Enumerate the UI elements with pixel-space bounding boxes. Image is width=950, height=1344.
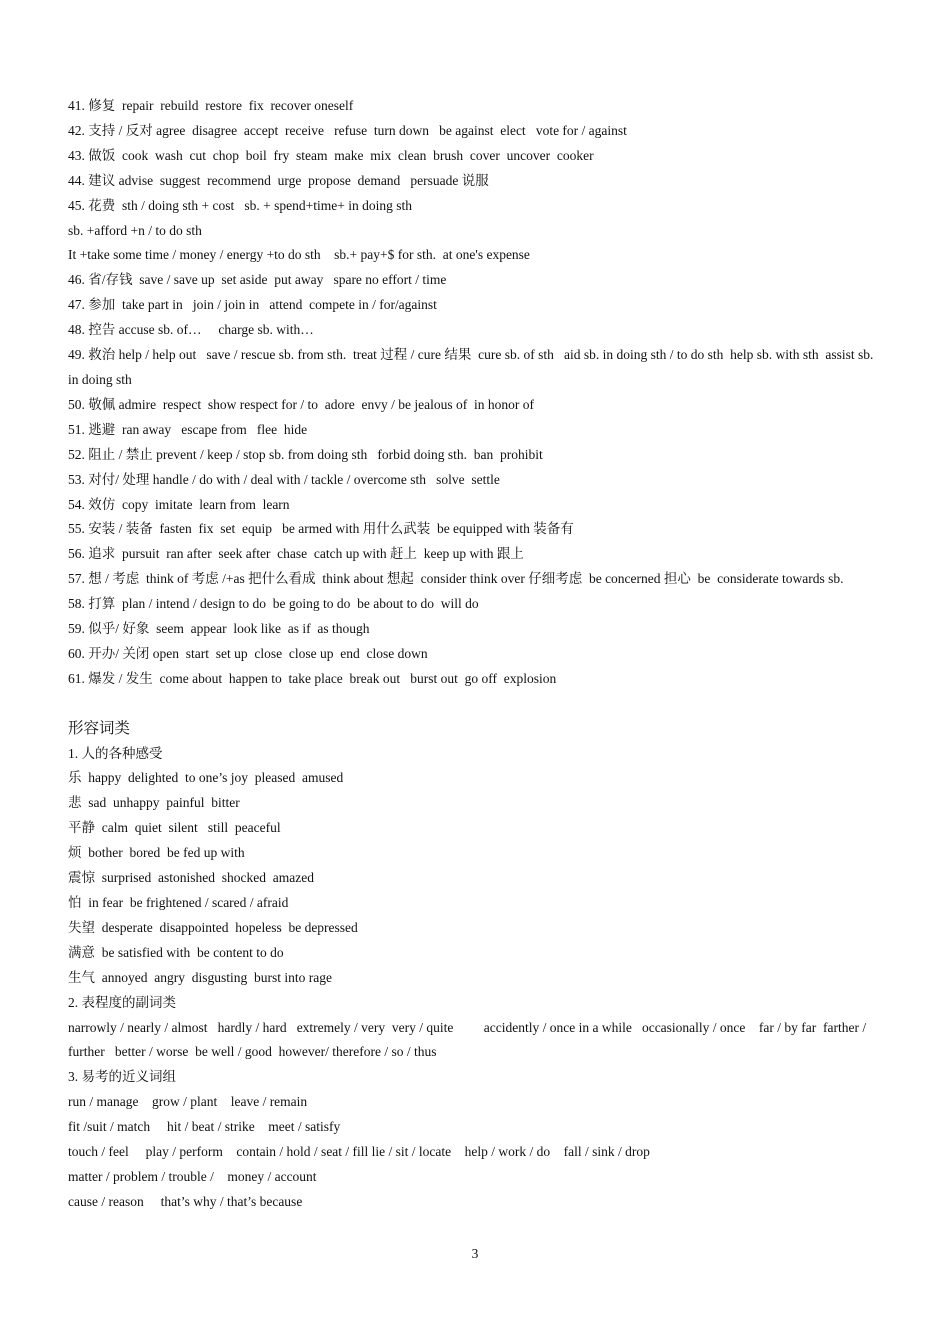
list-item: 烦 bother bored be fed up with: [68, 845, 245, 861]
list-item: 乐 happy delighted to one’s joy pleased amused: [68, 770, 344, 786]
section-heading: 形容词类: [68, 719, 131, 737]
list-item: 44. 建议 advise suggest recommend urge propose demand persuade 说服: [68, 172, 489, 188]
list-item: 2. 表程度的副词类: [68, 994, 176, 1010]
list-item: It +take some time / money / energy +to do sth sb.+ pay+$ for sth. at one's expense: [68, 247, 530, 263]
list-item: 41. 修复 repair rebuild restore fix recover oneself: [68, 98, 354, 113]
list-item: narrowly / nearly / almost hardly / hard extremely / very very / quite accidently / once in a while occasionally / once far / by far farther / further better / worse be well / good however/ therefore / so / thus: [68, 1019, 870, 1060]
list-item: 45. 花费 sth / doing sth + cost sb. + spend+time+ in doing sth: [68, 197, 412, 213]
list-item: 43. 做饭 cook wash cut chop boil fry steam make mix clean brush cover uncover cooker: [68, 147, 594, 163]
list-item: 54. 效仿 copy imitate learn from learn: [68, 496, 290, 512]
list-item: 52. 阻止 / 禁止 prevent / keep / stop sb. from doing sth forbid doing sth. ban prohibit: [68, 446, 543, 462]
list-item: 怕 in fear be frightened / scared / afraid: [68, 894, 289, 910]
list-item: 47. 参加 take part in join / join in attend compete in / for/against: [68, 297, 437, 313]
list-item: 53. 对付/ 处理 handle / do with / deal with / tackle / overcome sth solve settle: [68, 471, 500, 487]
section-spacer: [68, 692, 880, 717]
list-item: 61. 爆发 / 发生 come about happen to take place break out burst out go off explosion: [68, 670, 557, 686]
page-number: 3: [471, 1246, 479, 1261]
list-item: 55. 安装 / 装备 fasten fix set equip be armed with 用什么武装 be equipped with 装备有: [68, 521, 574, 537]
list-item: 60. 开办/ 关闭 open start set up close close up end close down: [68, 645, 428, 661]
list-item: 59. 似乎/ 好象 seem appear look like as if as though: [68, 621, 370, 637]
list-item: 震惊 surprised astonished shocked amazed: [68, 870, 314, 886]
list-item: matter / problem / trouble / money / account: [68, 1168, 317, 1184]
list-item: cause / reason that’s why / that’s because: [68, 1193, 303, 1209]
verb-list: [68, 94, 880, 692]
list-item: 1. 人的各种感受: [68, 745, 163, 761]
list-item: sb. +afford +n / to do sth: [68, 222, 202, 238]
list-item: 失望 desperate disappointed hopeless be depressed: [68, 919, 358, 935]
list-item: 49. 救治 help / help out save / rescue sb. from sth. treat 过程 / cure 结果 cure sb. of sth aid sb. in doing sth / to do sth help sb. with sth assist sb. in doing sth: [68, 347, 877, 387]
list-item: 42. 支持 / 反对 agree disagree accept receive refuse turn down be against elect vote for / against: [68, 122, 627, 138]
list-item: 56. 追求 pursuit ran after seek after chase catch up with 赶上 keep up with 跟上: [68, 546, 524, 562]
list-item: 48. 控告 accuse sb. of… charge sb. with…: [68, 322, 314, 338]
list-item: 46. 省/存钱 save / save up set aside put away spare no effort / time: [68, 272, 447, 288]
list-item: 满意 be satisfied with be content to do: [68, 944, 284, 960]
list-item: 生气 annoyed angry disgusting burst into rage: [68, 969, 332, 985]
list-item: 平静 calm quiet silent still peaceful: [68, 820, 281, 836]
list-item: 58. 打算 plan / intend / design to do be going to do be about to do will do: [68, 596, 479, 612]
list-item: 悲 sad unhappy painful bitter: [68, 795, 240, 811]
list-item: run / manage grow / plant leave / remain: [68, 1094, 308, 1110]
adjective-list: [68, 742, 880, 1215]
list-item: 57. 想 / 考虑 think of 考虑 /+as 把什么看成 think about 想起 consider think over 仔细考虑 be concerned 担心 be considerate towards sb.: [68, 571, 844, 587]
document-body: [68, 94, 880, 1215]
list-item: fit /suit / match hit / beat / strike meet / satisfy: [68, 1119, 341, 1135]
list-item: 51. 逃避 ran away escape from flee hide: [68, 421, 308, 437]
list-item: touch / feel play / perform contain / hold / seat / fill lie / sit / locate help / work / do fall / sink / drop: [68, 1144, 650, 1160]
list-item: 50. 敬佩 admire respect show respect for / to adore envy / be jealous of in honor of: [68, 396, 534, 412]
list-item: 3. 易考的近义词组: [68, 1069, 176, 1085]
